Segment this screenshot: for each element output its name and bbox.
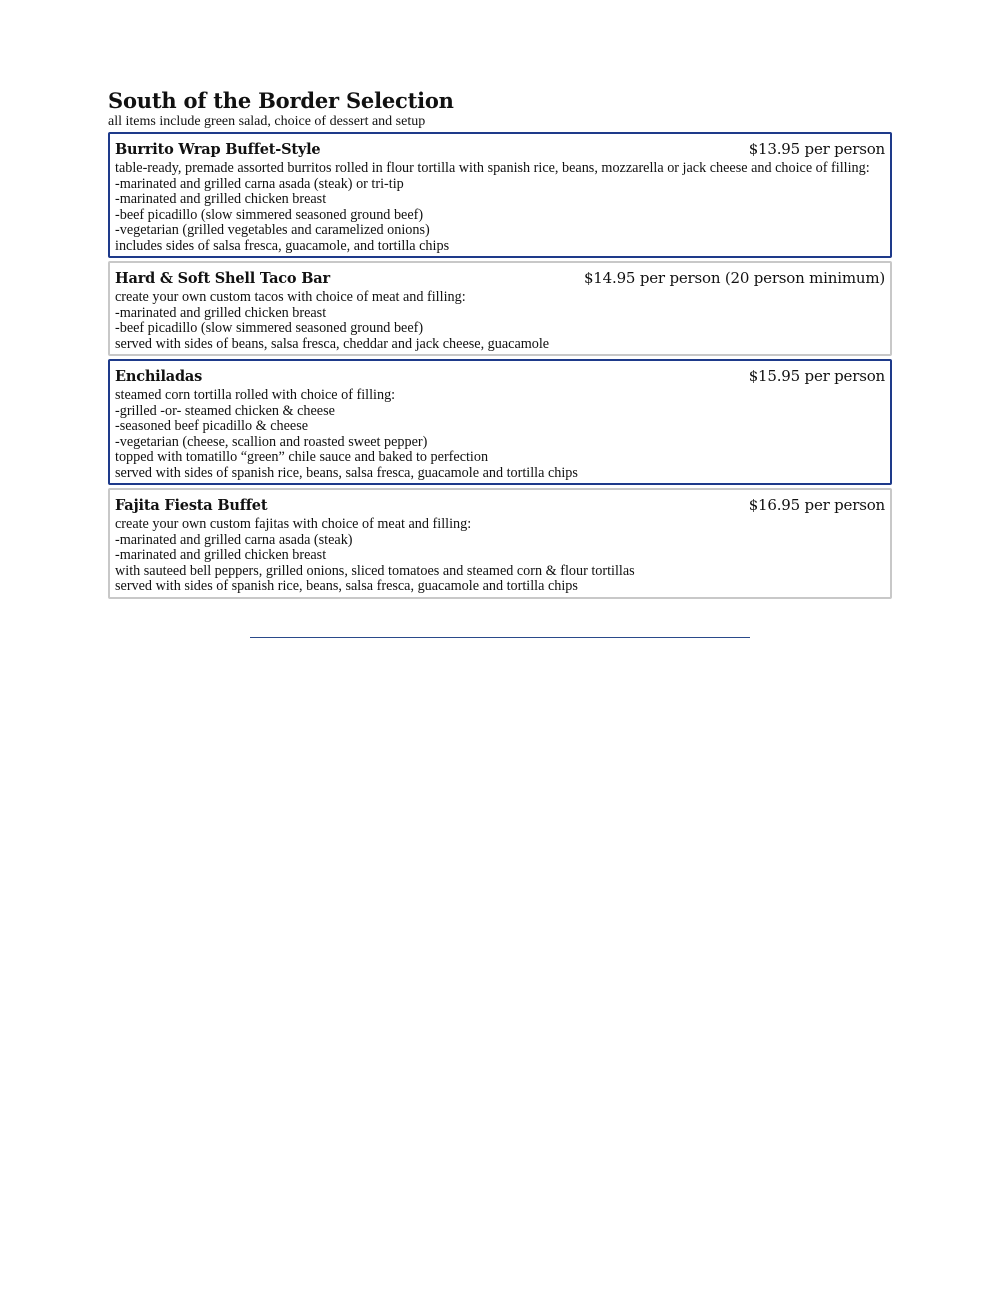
menu-item-header [115, 269, 885, 288]
description-line: served with sides of spanish rice, beans, salsa fresca, guacamole and tortilla chips [115, 578, 578, 594]
description-line: -marinated and grilled chicken breast [115, 547, 327, 563]
menu-item-price: $16.95 per person [748, 496, 885, 514]
description-line: create your own custom fajitas with choice of meat and filling: [115, 516, 472, 532]
menu-page [108, 88, 892, 602]
menu-item-description [115, 517, 885, 595]
menu-item-fajita-fiesta [108, 488, 892, 599]
menu-item-enchiladas [108, 359, 892, 485]
menu-item-name: Burrito Wrap Buffet-Style [115, 141, 321, 158]
description-line: topped with tomatillo “green” chile sauce and baked to perfection [115, 449, 489, 465]
menu-item-header [115, 367, 885, 386]
section-subtitle: all items include green salad, choice of dessert and setup [108, 114, 426, 129]
menu-item-description [115, 290, 885, 352]
section-title: South of the Border Selection [108, 88, 454, 113]
description-line: -marinated and grilled carna asada (steak) [115, 531, 353, 548]
description-line: -vegetarian (cheese, scallion and roasted sweet pepper) [115, 433, 428, 450]
description-line: create your own custom tacos with choice of meat and filling: [115, 289, 466, 305]
menu-item-price: $15.95 per person [748, 367, 885, 385]
description-line: -beef picadillo (slow simmered seasoned ground beef) [115, 320, 424, 336]
description-line: includes sides of salsa fresca, guacamole, and tortilla chips [115, 237, 450, 254]
menu-item-header [115, 496, 885, 515]
description-line: -vegetarian (grilled vegetables and caramelized onions) [115, 222, 430, 238]
description-line: -seasoned beef picadillo & cheese [115, 418, 309, 434]
description-line: served with sides of spanish rice, beans, salsa fresca, guacamole and tortilla chips [115, 464, 578, 481]
menu-item-description [115, 388, 885, 481]
menu-item-taco-bar [108, 261, 892, 356]
description-line: -marinated and grilled chicken breast [115, 191, 327, 207]
description-line: -marinated and grilled carna asada (steak) or tri-tip [115, 175, 404, 192]
description-line: with sauteed bell peppers, grilled onions, sliced tomatoes and steamed corn & flour tortillas [115, 562, 635, 579]
footer-divider [250, 637, 750, 638]
menu-item-description [115, 161, 885, 254]
menu-item-name: Fajita Fiesta Buffet [115, 497, 268, 514]
menu-item-name: Enchiladas [115, 368, 203, 385]
menu-item-header [115, 140, 885, 159]
description-line: -grilled -or- steamed chicken & cheese [115, 402, 335, 419]
description-line: served with sides of beans, salsa fresca, cheddar and jack cheese, guacamole [115, 335, 550, 352]
menu-item-price: $14.95 per person (20 person minimum) [583, 269, 885, 287]
menu-item-burrito-wrap [108, 132, 892, 258]
description-line: steamed corn tortilla rolled with choice of filling: [115, 387, 396, 403]
menu-item-price: $13.95 per person [748, 140, 885, 158]
description-line: -marinated and grilled chicken breast [115, 304, 327, 321]
menu-item-name: Hard & Soft Shell Taco Bar [115, 270, 330, 287]
description-line: -beef picadillo (slow simmered seasoned ground beef) [115, 206, 424, 223]
description-line: table-ready, premade assorted burritos rolled in flour tortilla with spanish rice, beans, mozzarella or jack cheese and choice of filling: [115, 160, 870, 176]
